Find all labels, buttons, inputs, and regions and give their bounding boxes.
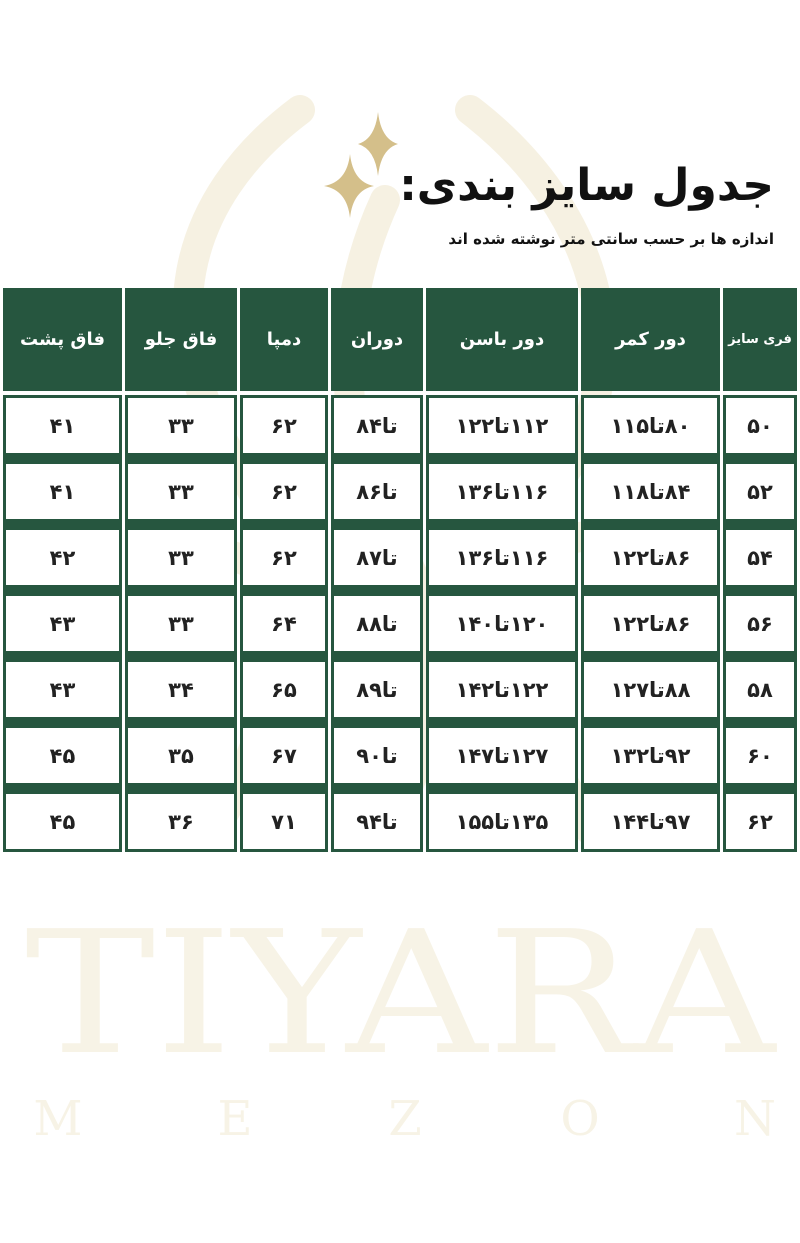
table-row bbox=[3, 593, 797, 654]
table-cell: ۸۶تا۱۲۲ bbox=[581, 527, 720, 588]
table-row bbox=[3, 725, 797, 786]
table-cell: ۱۱۶تا۱۳۶ bbox=[426, 461, 578, 522]
table-cell: ۳۳ bbox=[125, 395, 237, 456]
table-cell: ۶۷ bbox=[240, 725, 328, 786]
table-cell: تا۸۹ bbox=[331, 659, 423, 720]
table-cell: ۸۰تا۱۱۵ bbox=[581, 395, 720, 456]
table-cell: ۴۱ bbox=[3, 395, 122, 456]
table-row bbox=[3, 791, 797, 852]
table-cell: ۳۳ bbox=[125, 593, 237, 654]
table-cell: ۵۶ bbox=[723, 593, 797, 654]
table-cell: تا۹۰ bbox=[331, 725, 423, 786]
table-cell: ۴۲ bbox=[3, 527, 122, 588]
table-row bbox=[3, 659, 797, 720]
tagline-letter: M bbox=[33, 1091, 83, 1147]
table-header-row bbox=[3, 288, 797, 391]
table-cell: ۱۲۷تا۱۴۷ bbox=[426, 725, 578, 786]
column-header: دور باسن bbox=[426, 288, 578, 391]
page-subtitle: اندازه ها بر حسب سانتی متر نوشته شده اند bbox=[448, 230, 774, 248]
table-cell: ۴۵ bbox=[3, 791, 122, 852]
tagline-letter: N bbox=[734, 1091, 776, 1147]
table-cell: ۶۲ bbox=[240, 395, 328, 456]
table-cell: ۶۴ bbox=[240, 593, 328, 654]
table-cell: ۴۱ bbox=[3, 461, 122, 522]
table-cell: ۵۸ bbox=[723, 659, 797, 720]
table-cell: ۶۰ bbox=[723, 725, 797, 786]
table-row bbox=[3, 461, 797, 522]
table-cell: ۵۴ bbox=[723, 527, 797, 588]
table-row bbox=[3, 527, 797, 588]
size-table bbox=[0, 288, 800, 852]
table-cell: ۴۳ bbox=[3, 593, 122, 654]
table-row bbox=[3, 395, 797, 456]
table-cell: ۳۵ bbox=[125, 725, 237, 786]
table-cell: ۷۱ bbox=[240, 791, 328, 852]
table-cell: ۱۳۵تا۱۵۵ bbox=[426, 791, 578, 852]
table-cell: ۵۲ bbox=[723, 461, 797, 522]
table-cell: ۳۳ bbox=[125, 461, 237, 522]
tagline-letter: Z bbox=[388, 1091, 422, 1147]
table-cell: ۳۴ bbox=[125, 659, 237, 720]
column-header: دمپا bbox=[240, 288, 328, 391]
table-cell: ۳۳ bbox=[125, 527, 237, 588]
table-cell: ۱۲۲تا۱۴۲ bbox=[426, 659, 578, 720]
table-cell: ۹۷تا۱۴۴ bbox=[581, 791, 720, 852]
tagline-letter: O bbox=[560, 1091, 600, 1147]
table-cell: ۱۱۲تا۱۲۲ bbox=[426, 395, 578, 456]
tagline-letter: E bbox=[217, 1091, 253, 1147]
table-cell: ۵۰ bbox=[723, 395, 797, 456]
table-cell: ۳۶ bbox=[125, 791, 237, 852]
table-cell: ۸۶تا۱۲۲ bbox=[581, 593, 720, 654]
table-cell: ۶۵ bbox=[240, 659, 328, 720]
table-cell: ۶۲ bbox=[240, 461, 328, 522]
column-header: دور کمر bbox=[581, 288, 720, 391]
table-cell: ۸۸تا۱۲۷ bbox=[581, 659, 720, 720]
table-cell: ۹۲تا۱۳۲ bbox=[581, 725, 720, 786]
column-header: فاق جلو bbox=[125, 288, 237, 391]
column-header: فاق پشت bbox=[3, 288, 122, 391]
table-cell: ۶۲ bbox=[723, 791, 797, 852]
table-cell: ۴۵ bbox=[3, 725, 122, 786]
table-cell: تا۸۸ bbox=[331, 593, 423, 654]
table-cell: ۶۲ bbox=[240, 527, 328, 588]
table-cell: تا۸۷ bbox=[331, 527, 423, 588]
table-cell: تا۸۶ bbox=[331, 461, 423, 522]
column-header: فری سایز bbox=[723, 288, 797, 391]
table-cell: ۱۱۶تا۱۳۶ bbox=[426, 527, 578, 588]
brand-name: TIYARA bbox=[25, 895, 778, 1093]
table-cell: ۸۴تا۱۱۸ bbox=[581, 461, 720, 522]
sparkle-icon bbox=[318, 112, 408, 222]
table-cell: تا۸۴ bbox=[331, 395, 423, 456]
table-cell: تا۹۴ bbox=[331, 791, 423, 852]
table-cell: ۴۳ bbox=[3, 659, 122, 720]
table-cell: ۱۲۰تا۱۴۰ bbox=[426, 593, 578, 654]
column-header: دوران bbox=[331, 288, 423, 391]
page-title: جدول سایز بندی: bbox=[399, 160, 774, 211]
